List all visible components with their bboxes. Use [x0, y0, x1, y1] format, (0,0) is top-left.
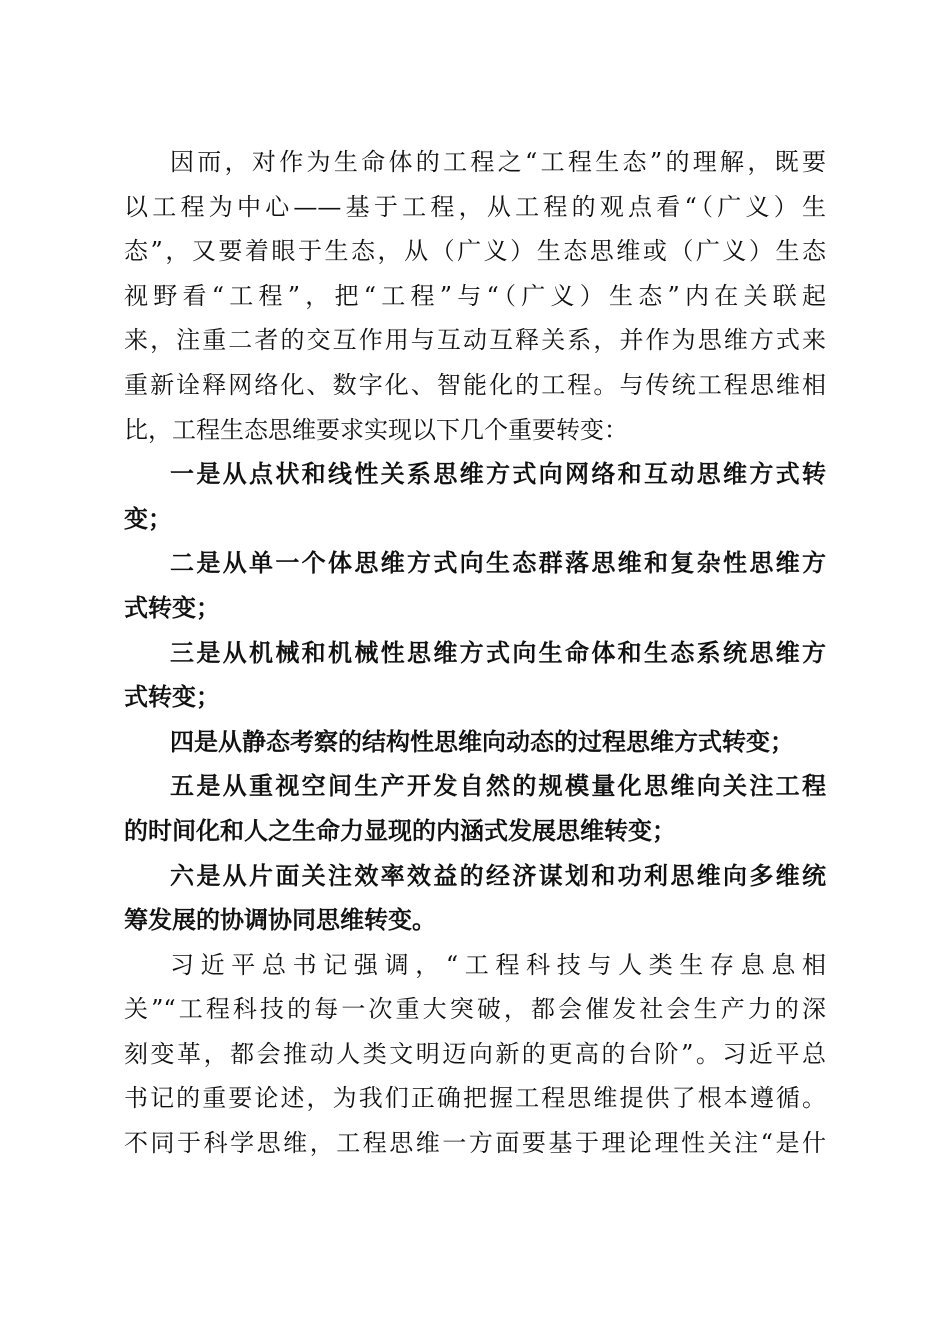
text-line: 式转变；	[124, 682, 220, 712]
paragraph	[124, 854, 826, 943]
text-line: 二是从单一个体思维方式向生态群落思维和复杂性思维方	[170, 548, 826, 578]
paragraph	[124, 452, 826, 541]
paragraph	[124, 720, 826, 765]
paragraph	[124, 541, 826, 630]
paragraph	[124, 140, 826, 452]
text-line: 变；	[124, 503, 172, 533]
text-line: 因而，对作为生命体的工程之“工程生态”的理解，既要	[170, 148, 826, 176]
text-line: 四是从静态考察的结构性思维向动态的过程思维方式转变；	[170, 726, 794, 756]
text-line: 式转变；	[124, 592, 220, 622]
paragraph	[124, 631, 826, 720]
document-body	[124, 140, 826, 1166]
text-line: 书记的重要论述，为我们正确把握工程思维提供了根本遵循。	[124, 1084, 826, 1113]
paragraph	[124, 943, 826, 1166]
text-line: 态”，又要着眼于生态，从（广义）生态思维或（广义）生态	[124, 237, 826, 266]
text-line: 习近平总书记强调，“工程科技与人类生存息息相	[170, 950, 826, 979]
text-line: 不同于科学思维，工程思维一方面要基于理论理性关注“是什	[124, 1129, 826, 1158]
text-line: 的时间化和人之生命力显现的内涵式发展思维转变；	[124, 815, 676, 845]
text-line: 来，注重二者的交互作用与互动互释关系，并作为思维方式来	[124, 326, 826, 355]
text-line: 刻变革，都会推动人类文明迈向新的更高的台阶”。习近平总	[124, 1039, 826, 1068]
text-line: 三是从机械和机械性思维方式向生命体和生态系统思维方	[170, 637, 826, 667]
text-line: 五是从重视空间生产开发自然的规模量化思维向关注工程	[170, 771, 826, 801]
text-line: 关”“工程科技的每一次重大突破，都会催发社会生产力的深	[124, 995, 826, 1024]
text-line: 视野看“工程”，把“工程”与“（广义）生态”内在关联起	[124, 281, 826, 310]
text-line: 六是从片面关注效率效益的经济谋划和功利思维向多维统	[170, 860, 826, 890]
text-line: 比，工程生态思维要求实现以下几个重要转变：	[124, 415, 628, 444]
text-line: 重新诠释网络化、数字化、智能化的工程。与传统工程思维相	[124, 370, 826, 399]
text-line: 一是从点状和线性关系思维方式向网络和互动思维方式转	[170, 459, 826, 489]
text-line: 以工程为中心——基于工程，从工程的观点看“（广义）生	[124, 192, 826, 221]
paragraph	[124, 764, 826, 853]
text-line: 筹发展的协调协同思维转变。	[124, 905, 436, 935]
